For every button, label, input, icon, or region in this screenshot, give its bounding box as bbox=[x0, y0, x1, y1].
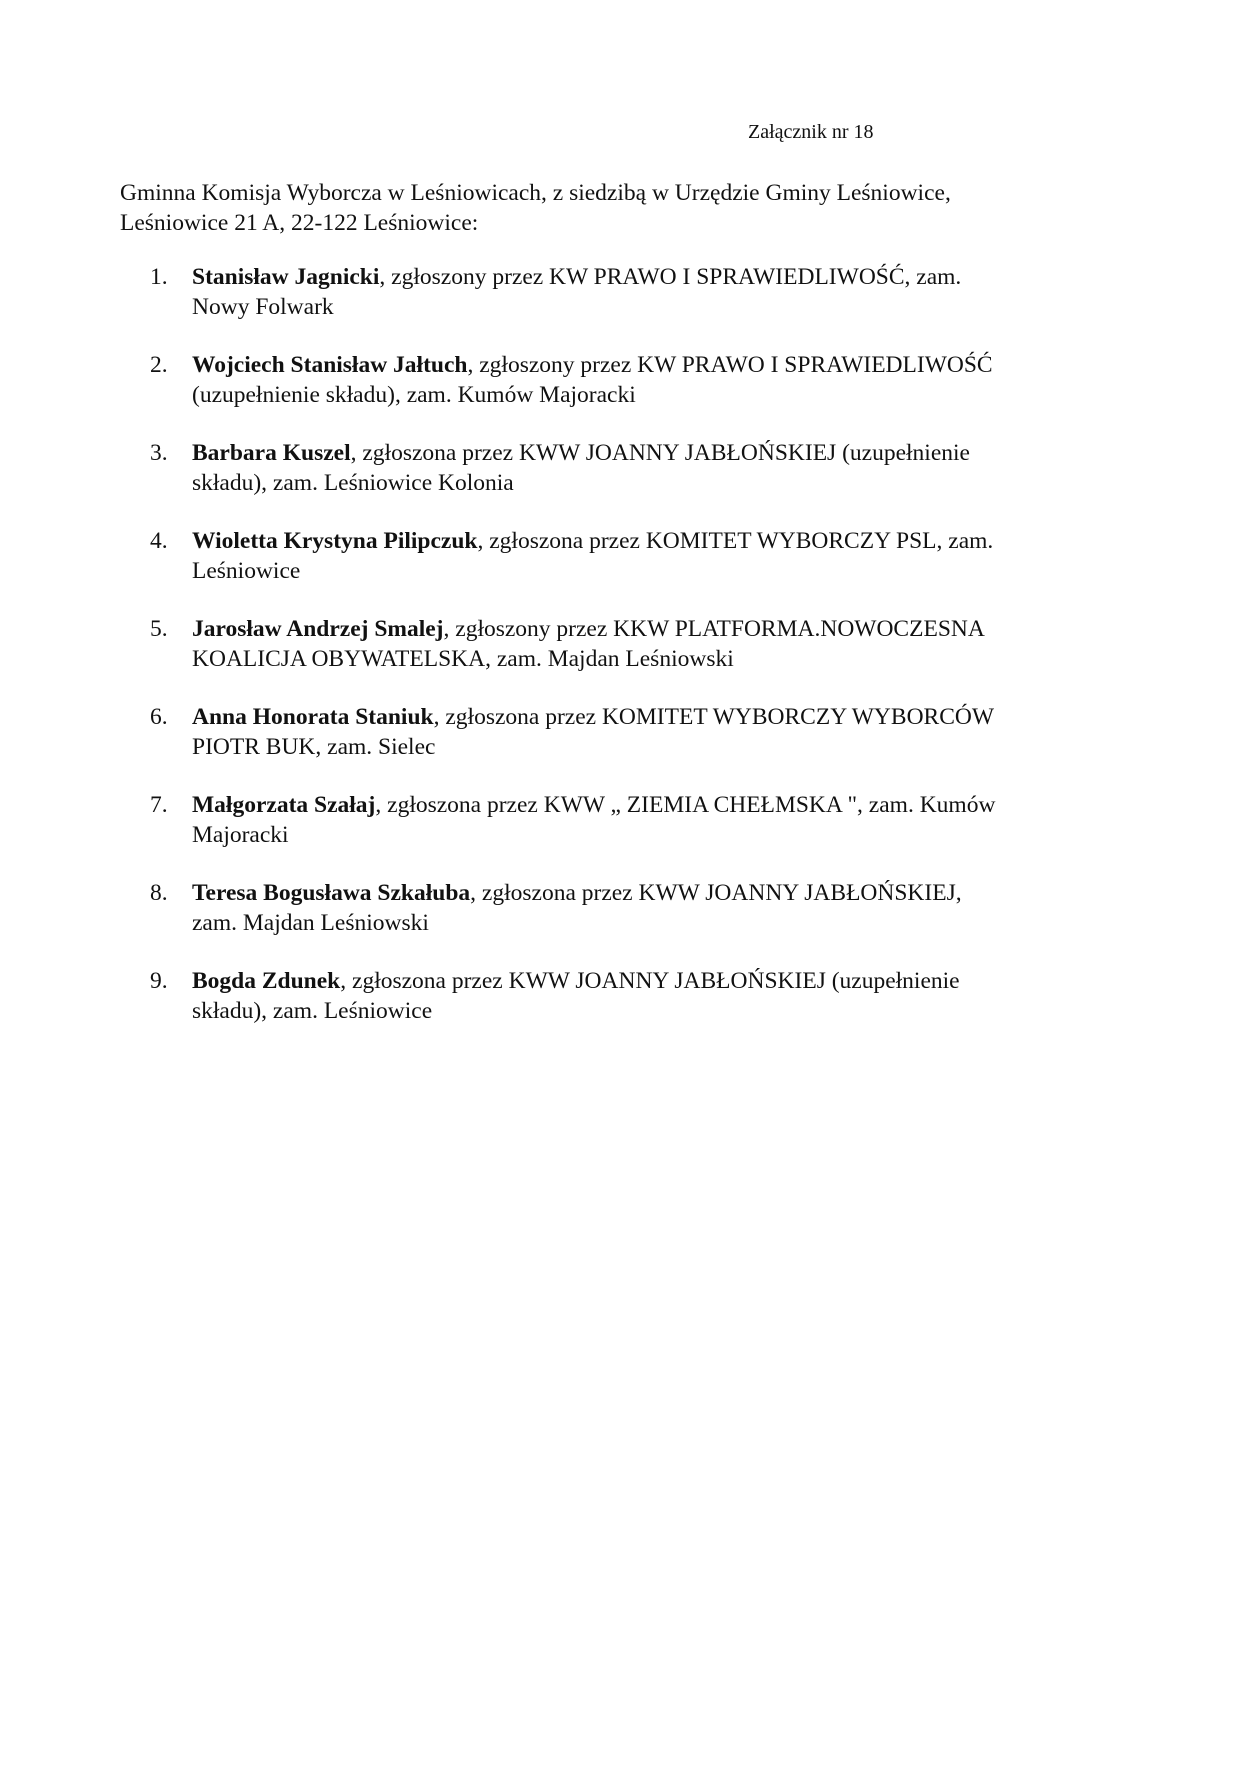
item-body bbox=[192, 262, 1092, 322]
member-details: , zgłoszona przez KWW JOANNY JABŁOŃSKIEJ (uzupełnienie bbox=[340, 968, 960, 994]
list-item bbox=[0, 966, 1260, 1054]
member-name: Barbara Kuszel bbox=[192, 440, 351, 466]
item-body bbox=[192, 438, 1092, 498]
item-line-1 bbox=[192, 790, 1092, 820]
member-name: Teresa Bogusława Szkałuba bbox=[192, 880, 471, 906]
item-line-1 bbox=[192, 614, 1092, 644]
item-body bbox=[192, 702, 1092, 762]
item-line-2: składu), zam. Leśniowice Kolonia bbox=[192, 470, 514, 496]
member-name: Wojciech Stanisław Jałtuch bbox=[192, 352, 468, 378]
item-line-2: PIOTR BUK, zam. Sielec bbox=[192, 734, 436, 760]
list-item bbox=[0, 790, 1260, 878]
member-name: Małgorzata Szałaj bbox=[192, 792, 376, 818]
list-item bbox=[0, 614, 1260, 702]
item-line-2: KOALICJA OBYWATELSKA, zam. Majdan Leśniowski bbox=[192, 646, 734, 672]
item-body bbox=[192, 526, 1092, 586]
member-name: Anna Honorata Staniuk bbox=[192, 704, 434, 730]
member-name: Jarosław Andrzej Smalej bbox=[192, 616, 444, 642]
item-line-1 bbox=[192, 966, 1092, 996]
member-details: , zgłoszona przez KOMITET WYBORCZY PSL, zam. bbox=[477, 528, 994, 554]
attachment-label: Załącznik nr 18 bbox=[748, 121, 874, 143]
list-item bbox=[0, 438, 1260, 526]
item-number: 4. bbox=[150, 528, 168, 554]
list-item bbox=[0, 262, 1260, 350]
item-number: 1. bbox=[150, 264, 168, 290]
item-number: 8. bbox=[150, 880, 168, 906]
member-name: Bogda Zdunek bbox=[192, 968, 341, 994]
item-line-1 bbox=[192, 526, 1092, 556]
item-body bbox=[192, 350, 1092, 410]
item-line-2: Majoracki bbox=[192, 822, 289, 848]
item-body bbox=[192, 878, 1092, 938]
commission-intro bbox=[120, 178, 1080, 238]
item-line-1 bbox=[192, 438, 1092, 468]
item-body bbox=[192, 790, 1092, 850]
item-number: 3. bbox=[150, 440, 168, 466]
intro-line-1: Gminna Komisja Wyborcza w Leśniowicach, z siedzibą w Urzędzie Gminy Leśniowice, bbox=[120, 180, 951, 206]
member-details: , zgłoszony przez KKW PLATFORMA.NOWOCZESNA bbox=[443, 616, 985, 642]
item-number: 9. bbox=[150, 968, 168, 994]
member-details: , zgłoszona przez KOMITET WYBORCZY WYBORCÓW bbox=[433, 704, 995, 730]
item-number: 2. bbox=[150, 352, 168, 378]
item-line-2: Nowy Folwark bbox=[192, 294, 334, 320]
item-number: 6. bbox=[150, 704, 168, 730]
item-number: 7. bbox=[150, 792, 168, 818]
item-line-1 bbox=[192, 350, 1092, 380]
members-list bbox=[0, 262, 1260, 1054]
member-name: Stanisław Jagnicki bbox=[192, 264, 380, 290]
member-details: , zgłoszony przez KW PRAWO I SPRAWIEDLIWOŚĆ bbox=[467, 352, 993, 378]
item-line-1 bbox=[192, 702, 1092, 732]
item-line-2: Leśniowice bbox=[192, 558, 301, 584]
member-details: , zgłoszona przez KWW „ ZIEMIA CHEŁMSKA ", zam. Kumów bbox=[375, 792, 996, 818]
list-item bbox=[0, 878, 1260, 966]
list-item bbox=[0, 702, 1260, 790]
list-item bbox=[0, 526, 1260, 614]
member-details: , zgłoszona przez KWW JOANNY JABŁOŃSKIEJ, bbox=[470, 880, 962, 906]
member-details: , zgłoszony przez KW PRAWO I SPRAWIEDLIWOŚĆ, zam. bbox=[379, 264, 962, 290]
item-number: 5. bbox=[150, 616, 168, 642]
item-body bbox=[192, 614, 1092, 674]
item-line-2: składu), zam. Leśniowice bbox=[192, 998, 433, 1024]
item-line-1 bbox=[192, 878, 1092, 908]
item-line-2: (uzupełnienie składu), zam. Kumów Majoracki bbox=[192, 382, 636, 408]
list-item bbox=[0, 350, 1260, 438]
member-details: , zgłoszona przez KWW JOANNY JABŁOŃSKIEJ (uzupełnienie bbox=[350, 440, 970, 466]
item-line-1 bbox=[192, 262, 1092, 292]
item-body bbox=[192, 966, 1092, 1026]
intro-line-2: Leśniowice 21 A, 22-122 Leśniowice: bbox=[120, 210, 479, 236]
item-line-2: zam. Majdan Leśniowski bbox=[192, 910, 429, 936]
member-name: Wioletta Krystyna Pilipczuk bbox=[192, 528, 478, 554]
